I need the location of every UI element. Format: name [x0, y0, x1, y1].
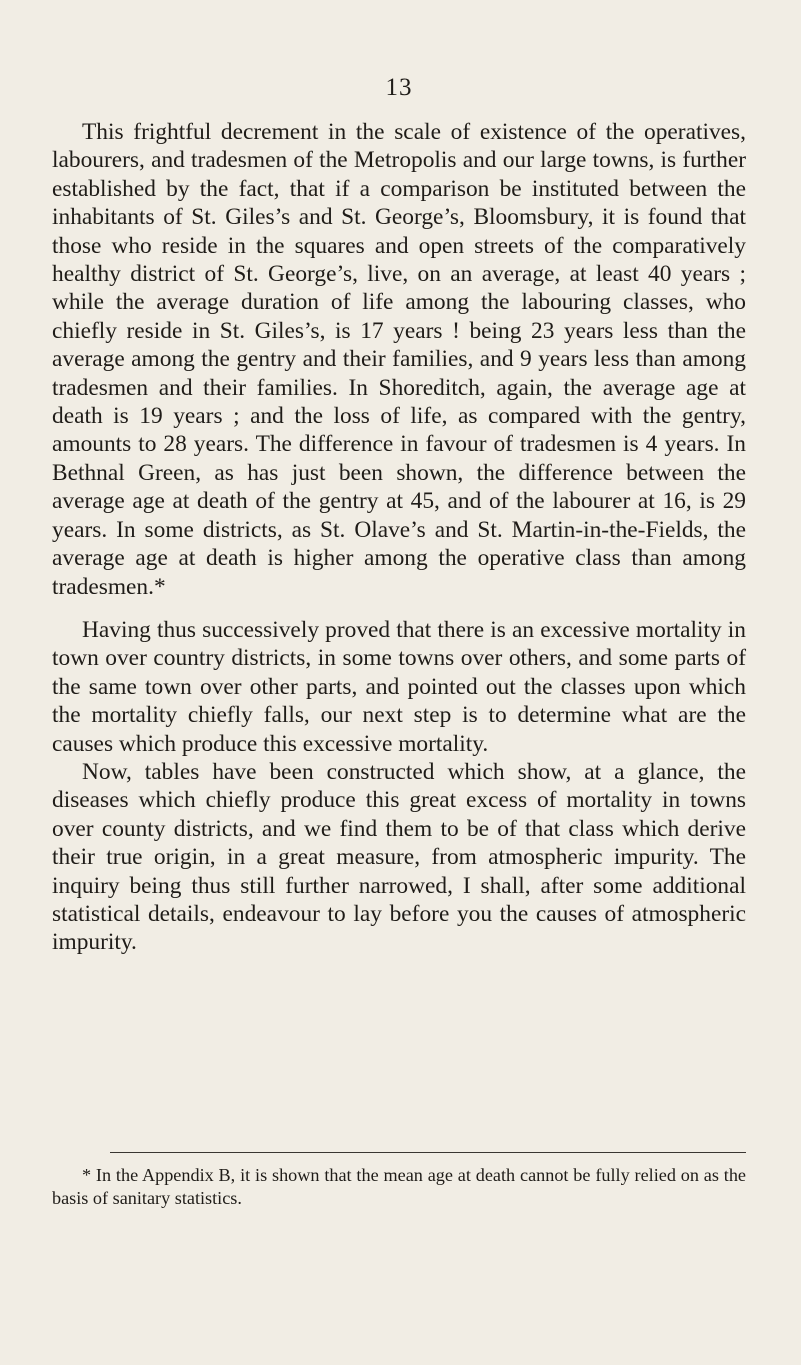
- page-number: 13: [385, 74, 413, 101]
- paragraph-3: Now, tables have been constructed which show, at a glance, the diseases which chiefly produce this great excess of mortality in towns over county districts, and we find them to be of that class which derive their true origin, in a great measure, from atmospheric impurity. The inquiry being thus still further narrowed, I shall, after some additional statistical details, endeavour to lay before you the causes of atmospheric impurity.: [52, 758, 746, 956]
- body-text: [52, 118, 746, 957]
- book-page: [52, 0, 746, 1365]
- paragraph-1: This frightful decrement in the scale of existence of the operatives, labourers, and tradesmen of the Metropolis and our large towns, is further established by the fact, that if a comparison be instituted between the inhabitants of St. Giles’s and St. George’s, Bloomsbury, it is found that those who reside in the squares and open streets of the comparatively healthy district of St. George’s, live, on an average, at least 40 years ; while the average duration of life among the labouring classes, who chiefly reside in St. Giles’s, is 17 years ! being 23 years less than the average among the gentry and their families, and 9 years less than among tradesmen and their families. In Shoreditch, again, the average age at death is 19 years ; and the loss of life, as compared with the gentry, amounts to 28 years. The difference in favour of tradesmen is 4 years. In Bethnal Green, as has just been shown, the difference between the average age at death of the gentry at 45, and of the labourer at 16, is 29 years. In some districts, as St. Olave’s and St. Martin-in-the-Fields, the average age at death is higher among the operative class than among tradesmen.*: [52, 119, 746, 600]
- footnote-divider: [110, 1152, 746, 1153]
- paragraph-2: Having thus successively proved that there is an excessive mortality in town over country districts, in some towns over others, and some parts of the same town over other parts, and pointed out the classes upon which the mortality chiefly falls, our next step is to determine what are the causes which produce this excessive mortality.: [52, 616, 746, 757]
- footnote: * In the Appendix B, it is shown that the mean age at death cannot be fully relied on as the basis of sanitary statistics.: [52, 1165, 746, 1209]
